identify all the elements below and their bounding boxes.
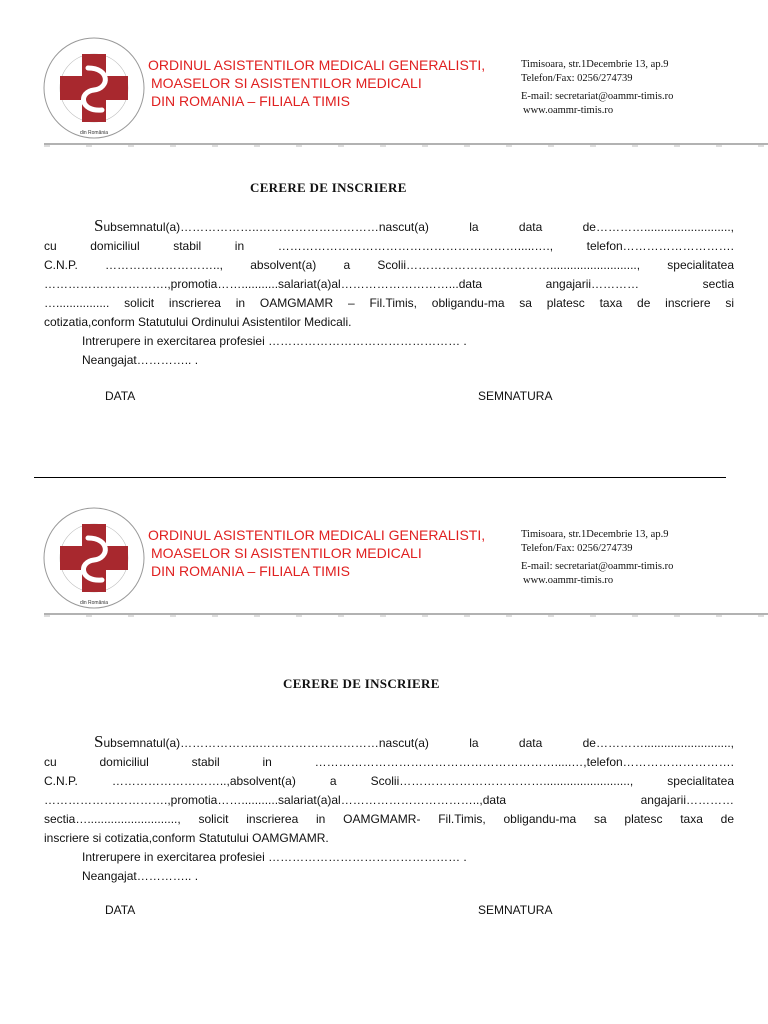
org-line-1: ORDINUL ASISTENTILOR MEDICALI GENERALISTI, [148,527,486,543]
signature-label: SEMNATURA [478,389,553,403]
header-divider [44,613,768,617]
form-line-2: cu domiciliul stabil in …………………………………………………….....…., telefon………………………. [44,239,734,253]
org-line-2: MOASELOR SI ASISTENTILOR MEDICALI [151,545,422,561]
drop-letter: S [94,732,104,751]
org-line-2: MOASELOR SI ASISTENTILOR MEDICALI [151,75,422,91]
form-body [44,732,734,886]
svg-text:din România: din România [79,130,109,136]
intrerupere-line: Intrerupere in exercitarea profesiei ………………………………………… . [82,850,467,864]
drop-letter: S [94,216,104,235]
phone: Telefon/Fax: 0256/274739 [521,543,633,554]
org-line-3: DIN ROMANIA – FILIALA TIMIS [151,93,350,109]
phone: Telefon/Fax: 0256/274739 [521,73,633,84]
website: www.oammr-timis.ro [523,575,614,586]
header-divider [44,143,768,147]
neangajat-line: Neangajat………….. . [82,353,199,367]
form-line-1: Subsemnatul(a)………………..…………………………nascut(a) la data de………….........................., [94,216,734,235]
address: Timisoara, str.1Decembrie 13, ap.9 [521,529,669,540]
form-line-6: cotizatia,conform Statutului Ordinului Asistentilor Medicali. [44,315,352,329]
form-line-4: ………………………….,promotia……...........salariat(a)al……………………………..,data angajarii………… [44,793,734,807]
org-line-1: ORDINUL ASISTENTILOR MEDICALI GENERALISTI, [148,57,486,73]
organization-name [148,526,485,580]
email: E-mail: secretariat@oammr-timis.ro [521,561,674,572]
form-title: CERERE DE INSCRIERE [283,676,440,691]
date-label: DATA [105,903,136,917]
form-line-6: inscriere si cotizatia,conform Statutului OAMGMAMR. [44,831,329,845]
address: Timisoara, str.1Decembrie 13, ap.9 [521,59,669,70]
org-line-3: DIN ROMANIA – FILIALA TIMIS [151,563,350,579]
neangajat-line: Neangajat………….. . [82,869,199,883]
contact-block [521,58,673,118]
form-line-2: cu domiciliul stabil in …………………………………………………….....…,telefon………………………. [44,755,734,769]
organization-name [148,56,485,110]
form-line-5: sectia…..........................., solicit inscrierea in OAMGMAMR- Fil.Timis, obligandu-ma sa platesc taxa de [44,812,734,826]
form-line-4: ………………………….,promotia……...........salariat(a)al………………………...data angajarii………… sectia [44,277,734,291]
website: www.oammr-timis.ro [523,105,614,116]
form-section-1 [0,0,768,490]
form-section-2 [0,470,768,960]
svg-text:din România: din România [79,600,109,606]
form-line-1: Subsemnatul(a)………………..…………………………nascut(a) la data de………….........................., [94,732,734,751]
oammr-logo [40,34,148,142]
form-title: CERERE DE INSCRIERE [250,180,407,195]
intrerupere-line: Intrerupere in exercitarea profesiei ………………………………………… . [82,334,467,348]
form-line-5: …................ solicit inscrierea in OAMGMAMR – Fil.Timis, obligandu-ma sa platesc taxa de inscriere si [44,296,734,310]
form-line-3: C.N.P. ……………………….., absolvent(a) a Scolii……………………………….........................., specialitatea [44,258,734,272]
oammr-logo [40,504,148,612]
date-label: DATA [105,389,136,403]
contact-block [521,528,673,588]
signature-label: SEMNATURA [478,903,553,917]
form-body [44,216,734,370]
email: E-mail: secretariat@oammr-timis.ro [521,91,674,102]
form-line-3: C.N.P. ………………………..,absolvent(a) a Scolii……………………………….........................., specialitatea [44,774,734,788]
